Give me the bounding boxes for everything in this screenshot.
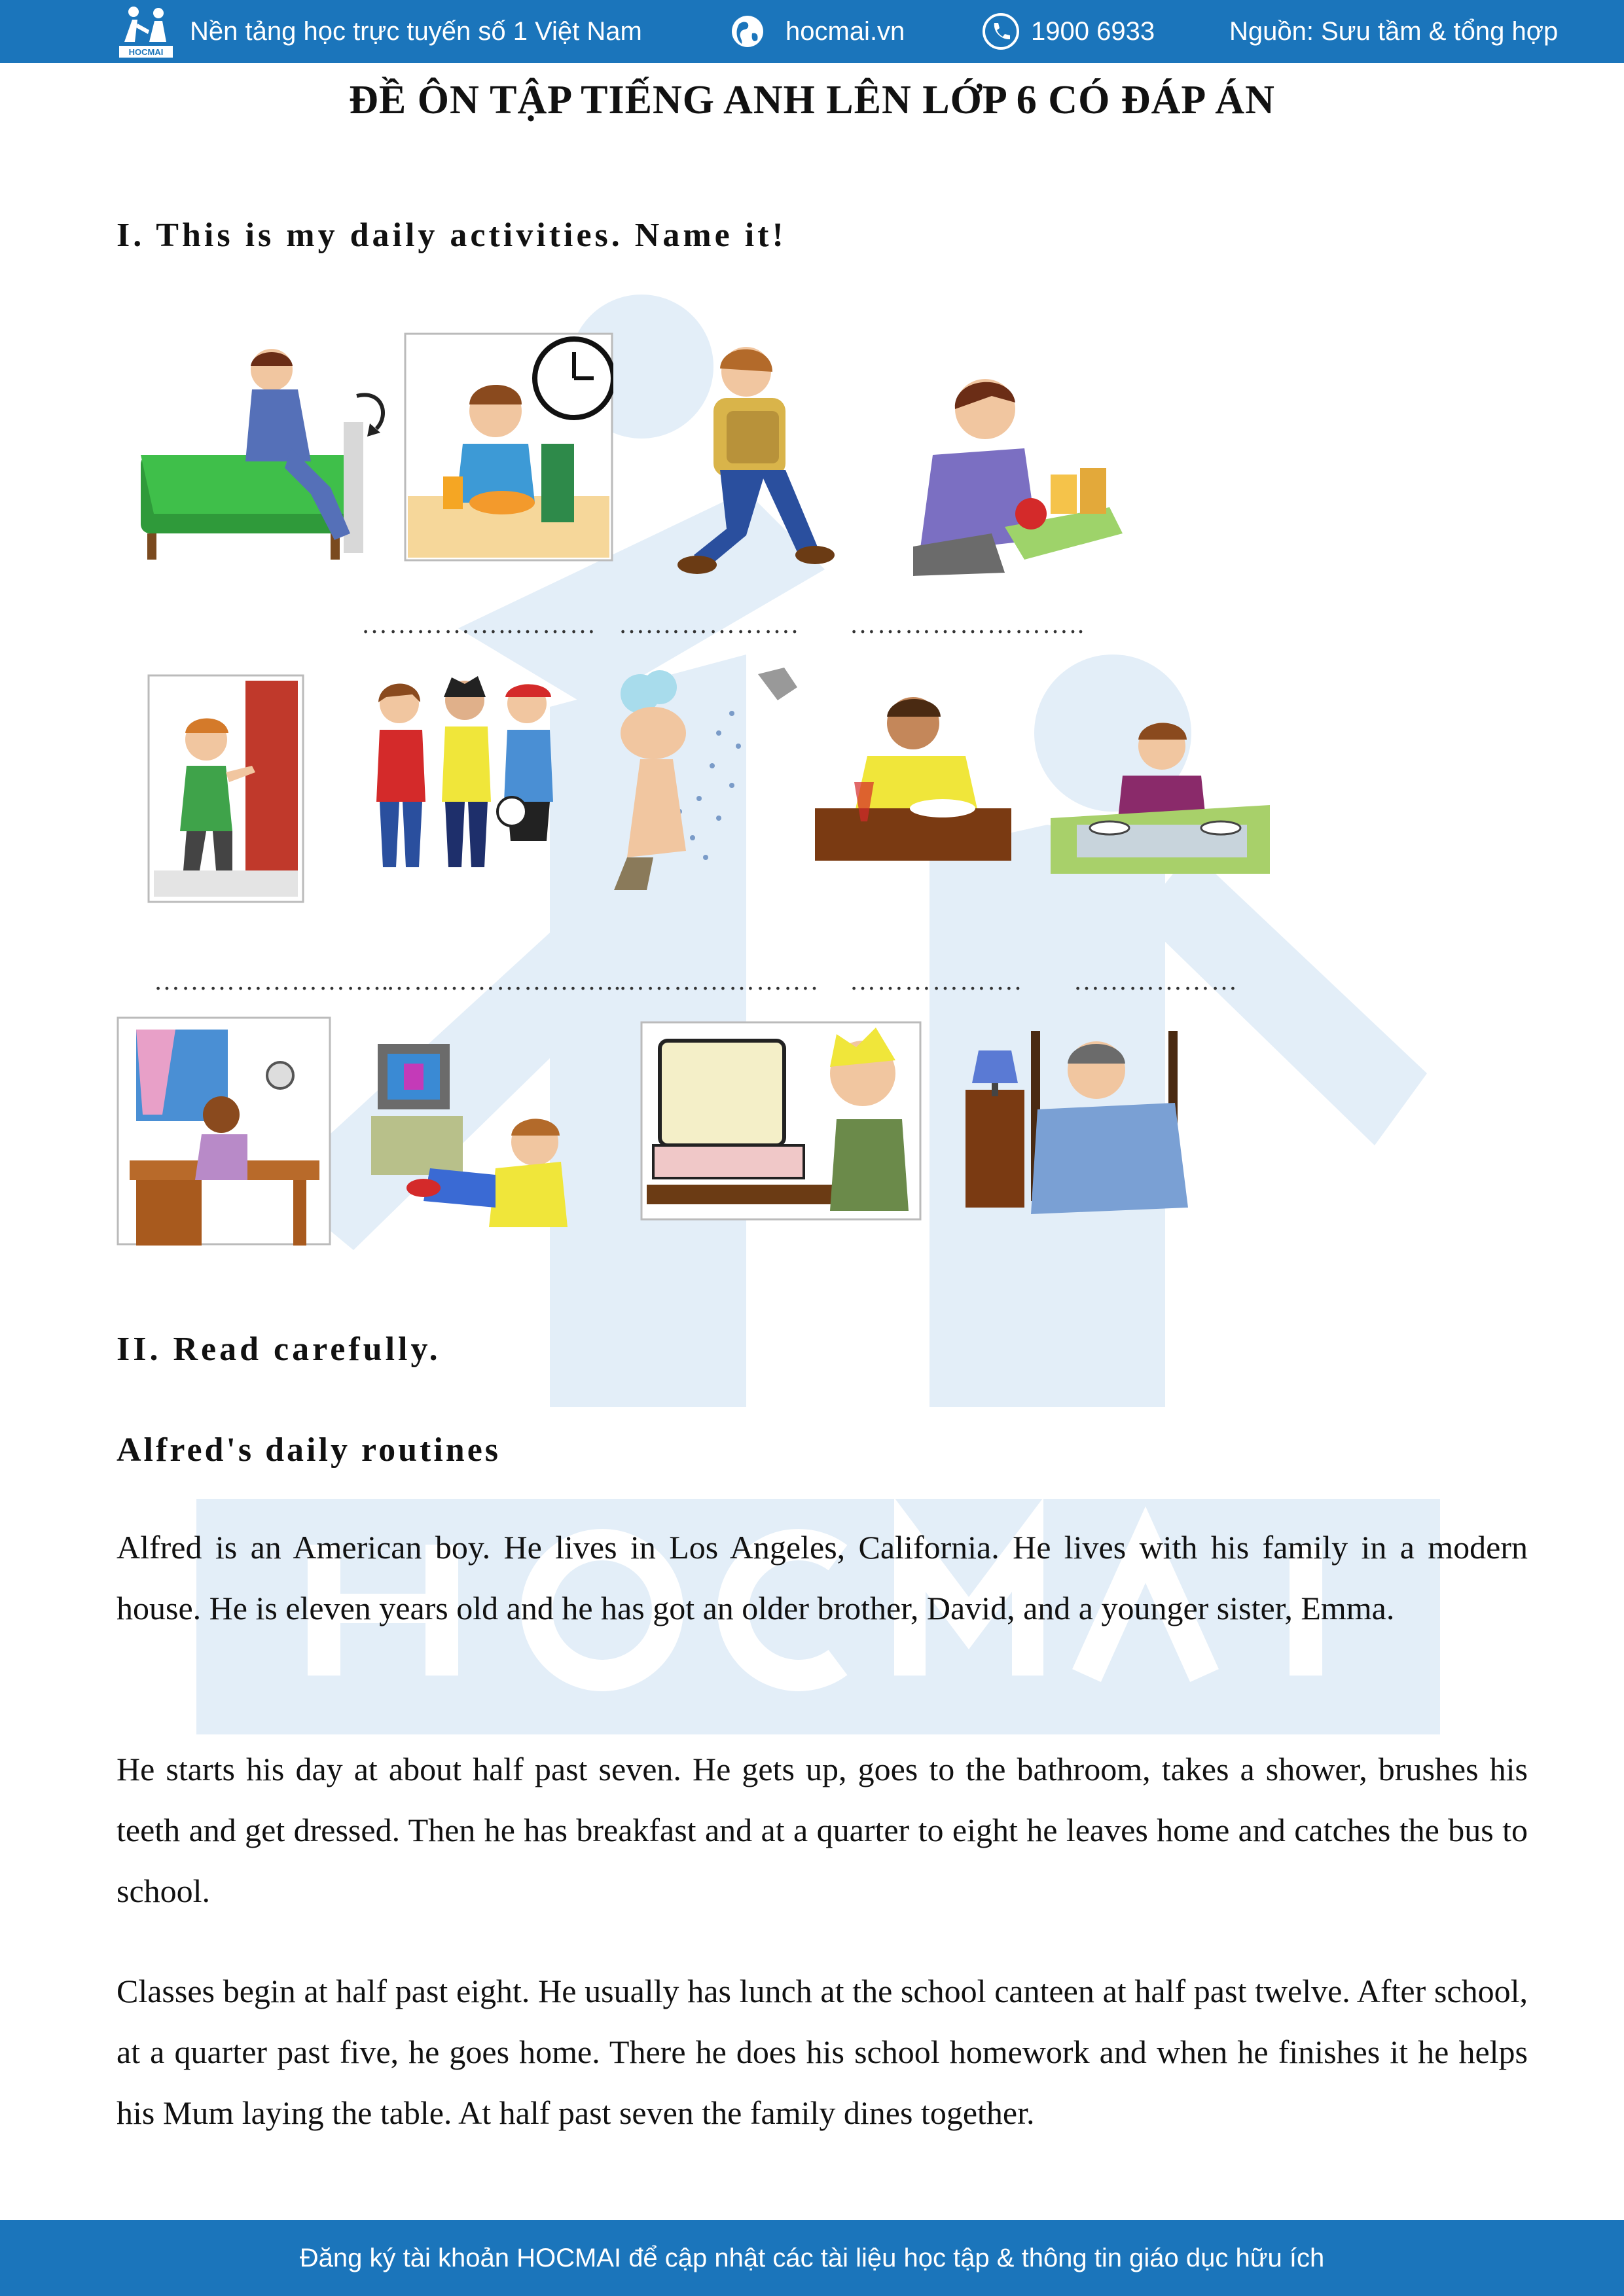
computer-picture [640,1021,922,1221]
footer-bar [0,2220,1624,2296]
section-2-heading: II. Read carefully. [117,1331,441,1368]
go-home-picture [147,674,304,903]
globe-icon [730,0,765,63]
header-bar [0,0,1624,63]
reading-paragraph: Classes begin at half past eight. He usually has lunch at the school canteen at half past twelve. After school, at a quarter past five, he goes home. There he does his school homework and when he finishes it he helps his Mum laying the table. At half past seven the family dines together. [117,1973,1528,2131]
dinner-picture [815,691,1011,861]
source-note: Nguồn: Sưu tầm & tổng hợp [1229,16,1559,46]
breakfast-picture [404,332,613,562]
get-up-picture [134,344,389,579]
section-1-heading: I. This is my daily activities. Name it! [117,217,787,254]
answer-blank: ……………… [1074,966,1238,996]
phone-number[interactable]: 1900 6933 [1031,16,1155,46]
shower-picture [601,661,810,897]
lunch-picture [913,370,1123,576]
answer-blank: …………………. [619,966,819,996]
answer-blank: ………………. [850,966,1022,996]
homework-picture [117,1016,331,1246]
go-to-bed-picture [965,1011,1188,1217]
header-tagline: Nền tảng học trực tuyến số 1 Việt Nam [190,16,642,46]
reading-paragraph: Alfred is an American boy. He lives in Los Angeles, California. He lives with his family in a modern house. He is eleven years old and he has got an older brother, David, and a younger sister, Emma. [117,1529,1528,1626]
hocmai-logo [118,4,174,59]
reading-subheading: Alfred's daily routines [117,1431,501,1469]
phone-icon [982,0,1020,63]
go-to-school-picture [668,339,841,581]
website-link[interactable]: hocmai.vn [785,16,905,46]
friends-picture [360,671,563,880]
watch-tv-picture [371,1037,594,1240]
svg-text:HOCMAI: HOCMAI [128,47,164,57]
wash-dishes-picture [1051,713,1270,874]
answer-blank: ….……………. [619,609,799,639]
footer-text[interactable]: Đăng ký tài khoản HOCMAI để cập nhật các tài liệu học tập & thông tin giáo dục hữu ích [299,2243,1325,2272]
answer-blank: …………………….. [850,609,1085,639]
answer-blank: …………………….. [386,966,622,996]
reading-paragraph: He starts his day at about half past seven. He gets up, goes to the bathroom, takes a shower, brushes his teeth and get dressed. Then he has breakfast and at a quarter to eight he leaves home and catches the bus to school. [117,1751,1528,1909]
page-title: ĐỀ ÔN TẬP TIẾNG ANH LÊN LỚP 6 CÓ ĐÁP ÁN [349,78,1275,122]
answer-blank: ……………..……… [361,609,597,639]
answer-blank: …………………….. [154,966,389,996]
